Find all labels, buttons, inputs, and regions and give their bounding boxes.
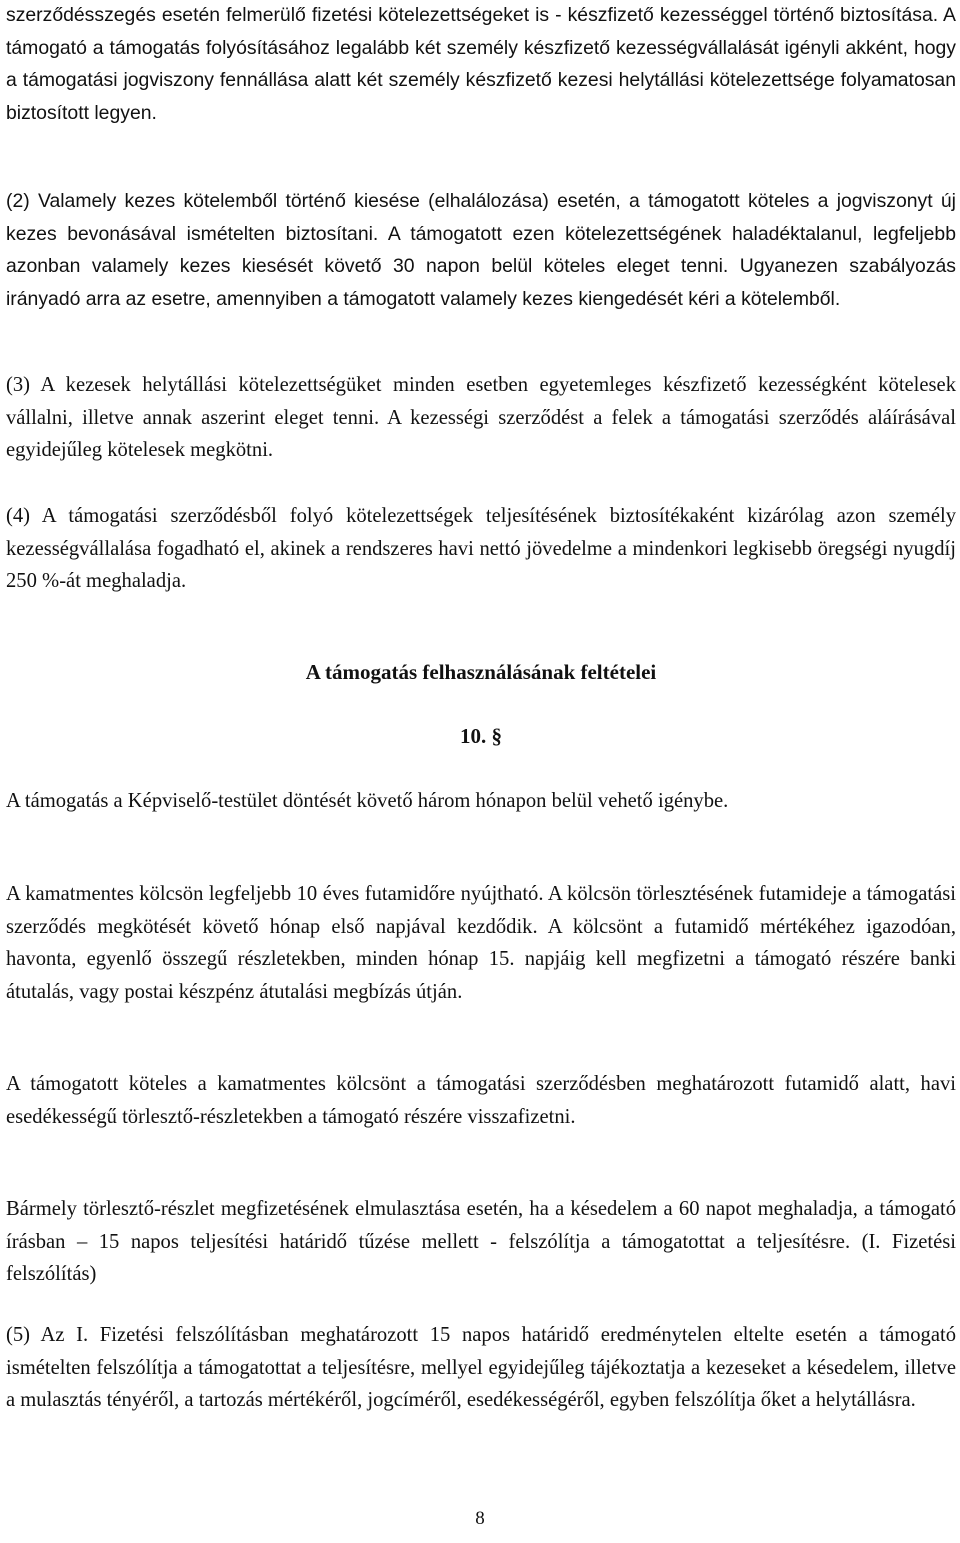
section-heading: A támogatás felhasználásának feltételei bbox=[305, 660, 657, 684]
paragraph-late-payment: Bármely törlesztő-részlet megfizetésének elmulasztása esetén, ha a késedelem a 60 napot meghaladja, a támogató írásban – 15 napos teljesítési határidő tűzése mellett - felszólítja a támogatottat a teljesítésre. (I. Fizetési felszólítás) bbox=[6, 1198, 956, 1286]
paragraph-5-second-notice: (5) Az I. Fizetési felszólításban meghatározott 15 napos határidő eredménytelen eltelte esetén a támogató ismételten felszólítja a támogatottat a teljesítésre, mellyel egyidejűleg tájékoztatja a kezeseket a késedelem, illetve a mulasztás tényéről, a tartozás mértékéről, jogcíméről, esedékességéről, egyben felszólítja őket a helytállásra. bbox=[6, 1324, 956, 1412]
document-page bbox=[6, 0, 956, 1543]
section-number: 10. § bbox=[460, 724, 502, 748]
paragraph-3-joint-liability: (3) A kezesek helytállási kötelezettségüket minden esetben egyetemleges készfizető kezességként kötelesek vállalni, illetve annak aszerint eleget tenni. A kezességi szerződést a felek a támogatási szerződés aláírásával egyidejűleg kötelesek megkötni. bbox=[6, 374, 956, 462]
paragraph-2-guarantor-dropout: (2) Valamely kezes kötelemből történő kiesése (elhalálozása) esetén, a támogatott köteles a jogviszonyt új kezes bevonásával ismételten biztosítani. A támogatott ezen kötelezettségének haladéktalanul, legfeljebb azonban valamely kezes kiesését követő 30 napon belül köteles eleget tenni. Ugyanezen szabályozás irányadó arra az esetre, amennyiben a támogatott valamely kezes kiengedését kéri a kötelemből. bbox=[6, 190, 956, 310]
paragraph-repayment: A támogatott köteles a kamatmentes kölcsönt a támogatási szerződésben meghatározott futamidő alatt, havi esedékességű törlesztő-részletekben a támogató részére visszafizetni. bbox=[6, 1073, 956, 1128]
paragraph-usage-deadline: A támogatás a Képviselő-testület döntését követő három hónapon belül vehető igénybe. bbox=[6, 790, 729, 812]
paragraph-4-guarantor-income: (4) A támogatási szerződésből folyó kötelezettségek teljesítésének biztosítékaként kizárólag azon személy kezességvállalása fogadható el, akinek a rendszeres havi nettó jövedelme a mindenkori legkisebb öregségi nyugdíj 250 %-át meghaladja. bbox=[6, 505, 956, 593]
paragraph-guarantee-intro: szerződésszegés esetén felmerülő fizetési kötelezettségeket is - készfizető kezességgel történő biztosítása. A támogató a támogatás folyósításához legalább két személy készfizető kezességvállalását igényli akként, hogy a támogatási jogviszony fennállása alatt két személy készfizető kezesi helytállási kötelezettsége folyamatosan biztosított legyen. bbox=[6, 4, 956, 124]
page-number: 8 bbox=[475, 1508, 485, 1529]
paragraph-loan-term: A kamatmentes kölcsön legfeljebb 10 éves futamidőre nyújtható. A kölcsön törlesztésének futamideje a támogatási szerződés megkötését követő hónap első napjával kezdődik. A kölcsönt a futamidő mértékéhez igazodóan, havonta, egyenlő összegű részletekben, minden hónap 15. napjáig kell megfizetni a támogató részére banki átutalás, vagy postai készpénz átutalási megbízás útján. bbox=[6, 883, 956, 1003]
